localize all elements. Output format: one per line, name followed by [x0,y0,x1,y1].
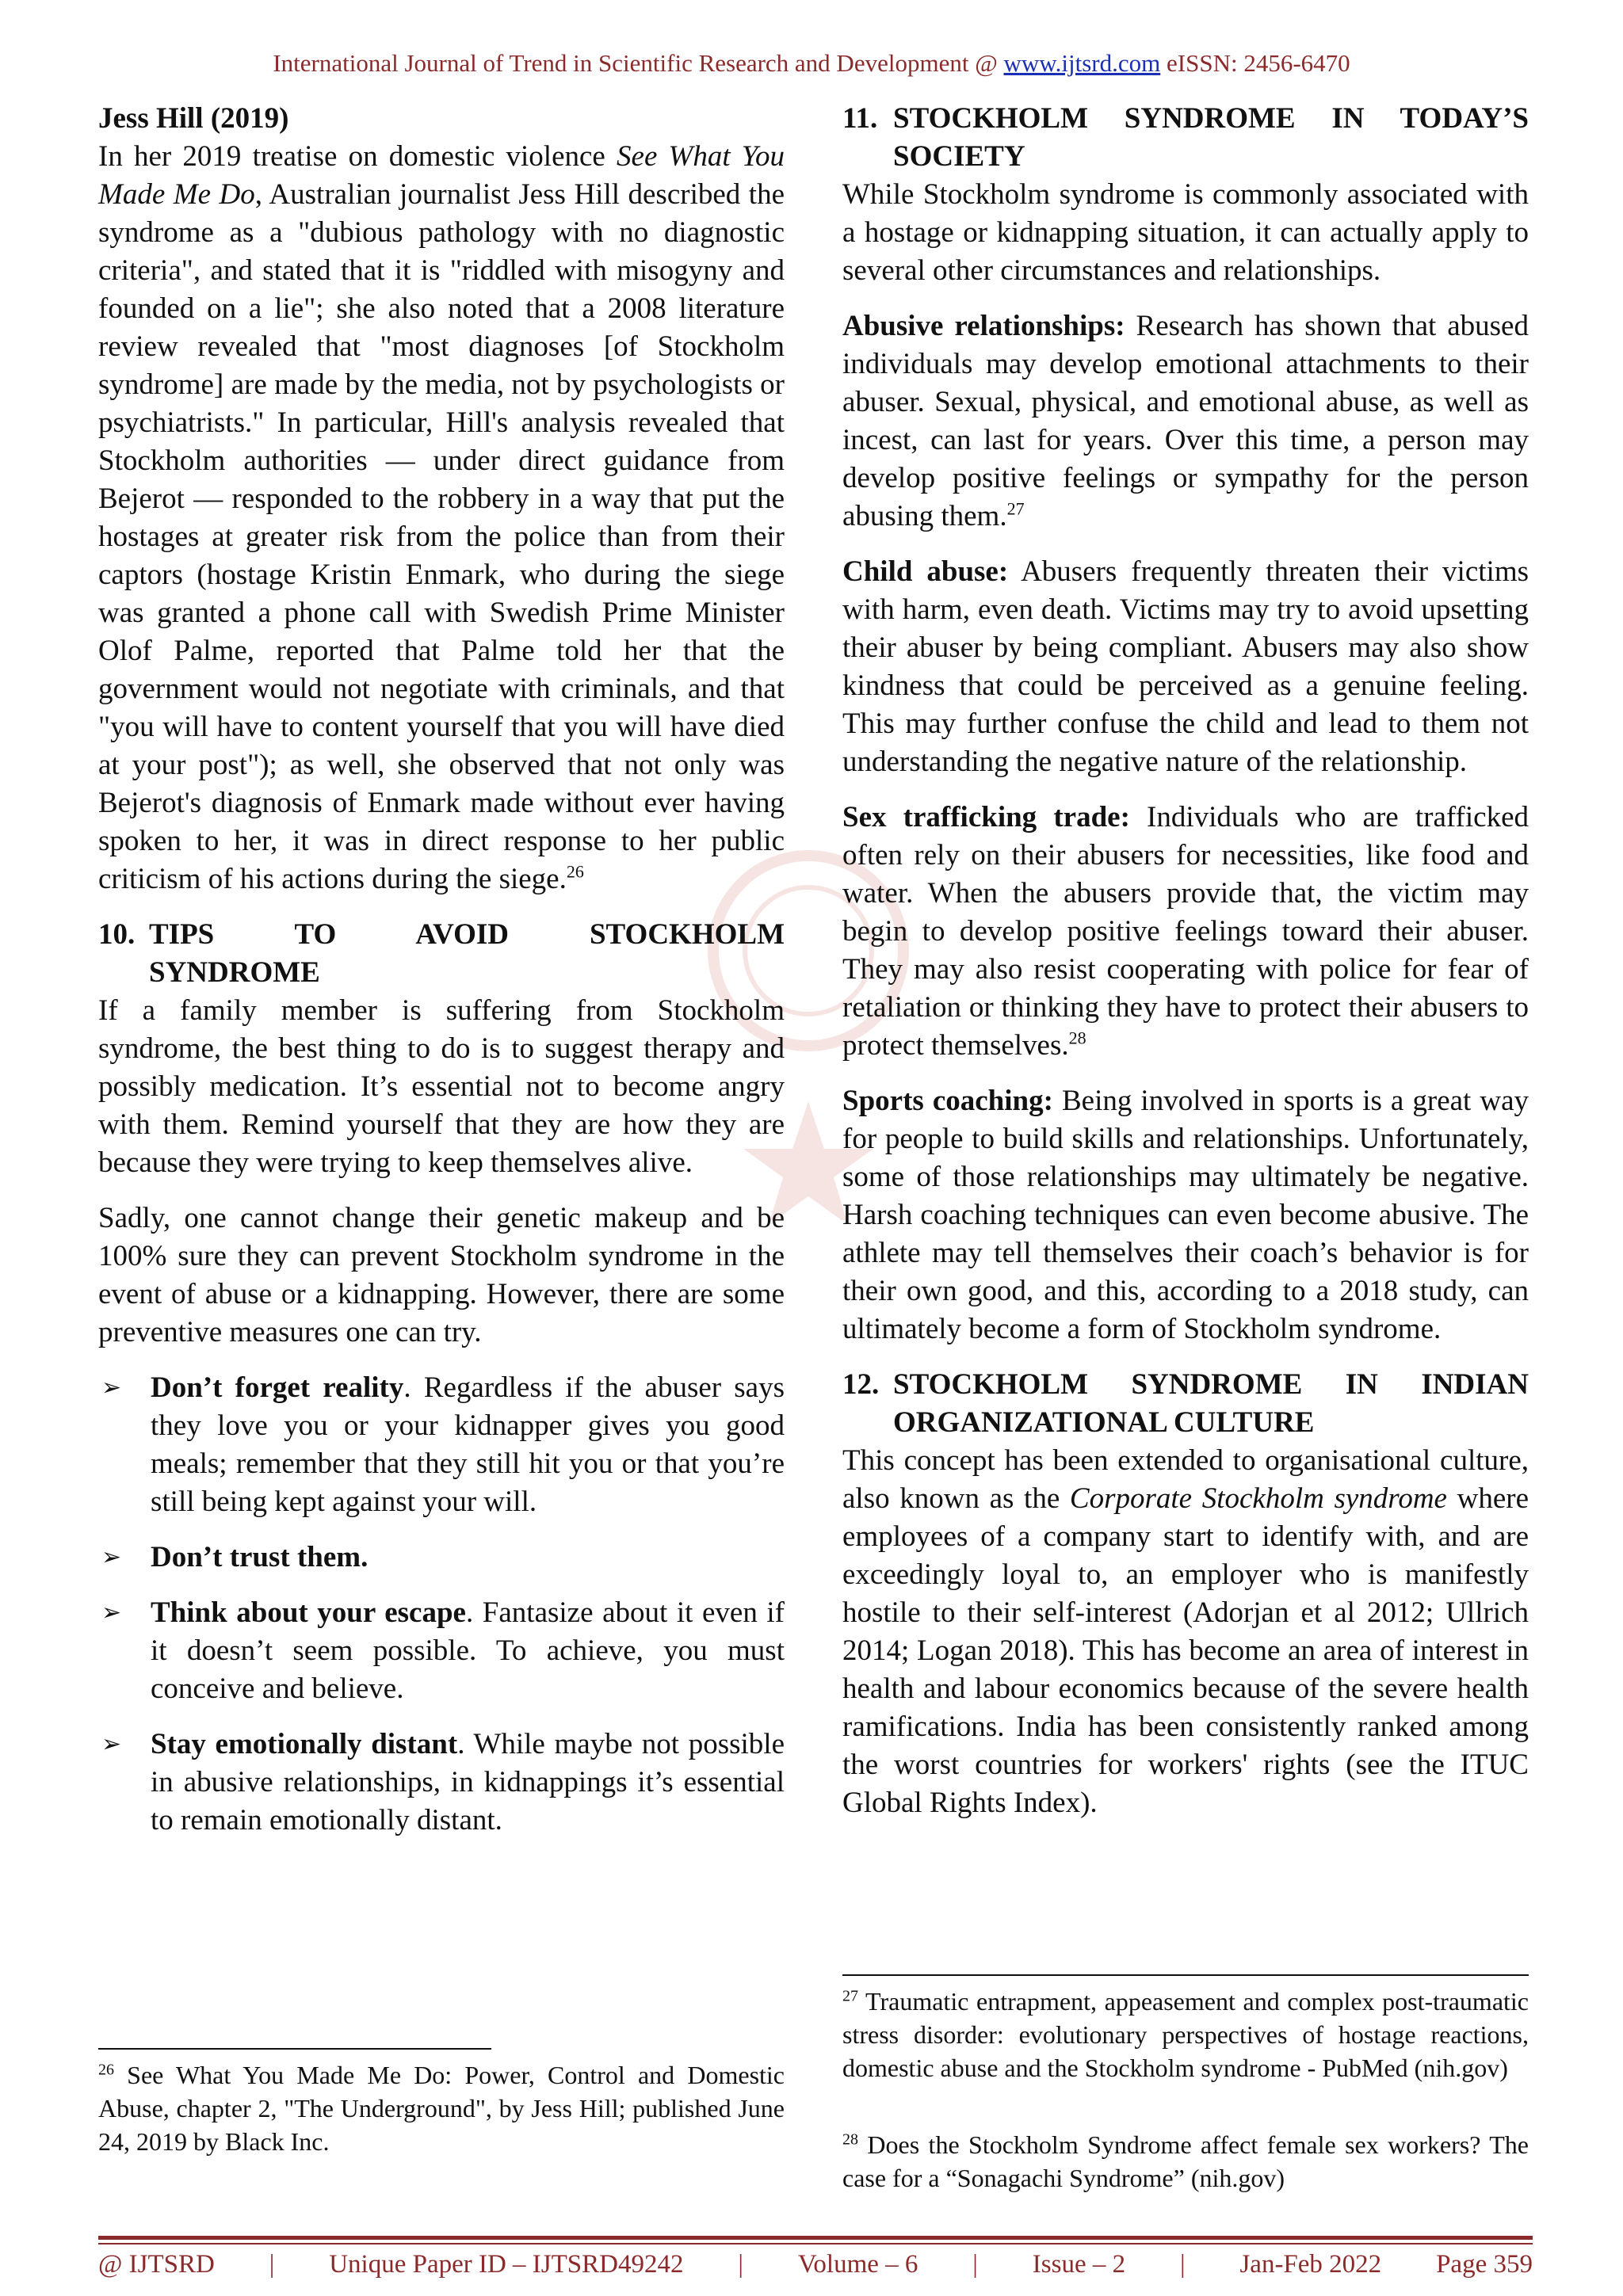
paragraph-child-abuse: Child abuse: Abusers frequently threaten their victims with harm, even death. Victims may try to avoid upsetting their abuser by being compliant. Abusers may also show kindness that could be perceived as a genuine feeling. This may further confuse the child and lead to them not understanding the negative nature of the relationship. [842,555,1529,778]
section-heading-12: 12. STOCKHOLM SYNDROME IN INDIAN ORGANIZATIONAL CULTURE [842,1368,1529,1439]
footer-paper-id: Unique Paper ID – IJTSRD49242 [329,2250,684,2279]
arrow-bullet-icon: ➢ [101,1730,122,1758]
list-item: ➢ Stay emotionally distant. While maybe not possible in abusive relationships, in kidnappings it’s essential to remain emotionally distant. [98,1726,785,1840]
footnote-26: $^{26}$ See What You Made Me Do: Power, Control and Domestic Abuse, chapter 2, "The Underground", by Jess Hill; published June 24, 2019 by Black Inc. [98,2061,785,2156]
paragraph-abusive-relationships: Abusive relationships: Research has shown that abused individuals may develop emotional attachments to their abuser. Sexual, physical, and emotional abuse, as well as incest, can last for years. Over this time, a person may develop positive feelings or sympathy for the person abusing them.$^{27}$ [842,310,1529,532]
left-column [98,100,785,1857]
paragraph-genetic-makeup: Sadly, one cannot change their genetic makeup and be 100% sure they can prevent Stockholm syndrome in the event of abuse or a kidnapping. However, there are some preventive measures one can try. [98,1202,785,1348]
footer-rule [98,2236,1533,2240]
footnote-ref-28[interactable]: 28 [1068,1028,1086,1048]
paragraph-intro: While Stockholm syndrome is commonly associated with a hostage or kidnapping situation, it can actually apply to several other circumstances and relationships. [842,178,1529,287]
footnote-divider [98,2048,491,2050]
list-item: ➢ Don’t forget reality. Regardless if the abuser says they love you or your kidnapper gives you good meals; remember that they still hit you or that you’re still being kept against your will. [98,1369,785,1521]
footer-brand: @ IJTSRD [98,2250,215,2279]
paragraph-jess-hill: In her 2019 treatise on domestic violence See What You Made Me Do, Australian journalist Jess Hill described the syndrome as a "dubious pathology with no diagnostic criteria", and stated that it is "riddled with misogyny and founded on a lie"; she also noted that a 2008 literature review revealed that "most diagnoses [of Stockholm syndrome] are made by the media, not by psychologists or psychiatrists." In particular, Hill's analysis revealed that Stockholm authorities — under direct guidance from Bejerot — responded to the robbery in a way that put the hostages at greater risk from the police than from their captors (hostage Kristin Enmark, who during the siege was granted a phone call with Swedish Prime Minister Olof Palme, reported that Palme told her that the government would not negotiate with criminals, and that "you will have to content yourself that you will have died at your post"); as well, she observed that not only was Bejerot's diagnosis of Enmark made without ever having spoken to her, it was in direct response to her public criticism of his actions during the siege.$^{26}$ [98,140,785,895]
paragraph-family-member: If a family member is suffering from Stockholm syndrome, the best thing to do is to suggest therapy and possibly medication. It’s essential not to become angry with them. Remind yourself that they are how they are because they were trying to keep themselves alive. [98,994,785,1179]
section-heading-10: 10. TIPS TO AVOID STOCKHOLM SYNDROME [98,918,785,989]
page-number: Page 359 [1436,2250,1533,2279]
running-footer [98,2250,1533,2279]
footnote-divider [842,1974,1529,1976]
section-heading-11: 11. STOCKHOLM SYNDROME IN TODAY’S SOCIETY [842,102,1529,173]
footer-issue: Issue – 2 [1032,2250,1126,2279]
footer-separator: | [738,2250,743,2279]
footer-rule [98,2243,1533,2245]
footer-date: Jan-Feb 2022 [1239,2250,1382,2279]
book-title: See What You Made Me Do [98,140,785,211]
arrow-bullet-icon: ➢ [101,1543,122,1571]
journal-url-link[interactable]: www.ijtsrd.com [1003,49,1161,77]
running-header [0,49,1623,78]
paragraph-sex-trafficking: Sex trafficking trade: Individuals who are trafficked often rely on their abusers for necessities, like food and water. When the abusers provide that, the victim may begin to develop positive feelings toward their abuser. They may also resist cooperating with police for fear of retaliation or thinking they have to protect their abusers to protect themselves.$^{28}$ [842,801,1529,1062]
list-item: ➢ Think about your escape. Fantasize about it even if it doesn’t seem possible. To achieve, you must conceive and believe. [98,1594,785,1708]
right-column [842,100,1529,1840]
paragraph-organizational-culture: This concept has been extended to organisational culture, also known as the Corporate Stockholm syndrome where employees of a company start to identify with, and are exceedingly loyal to, an employer who is manifestly hostile to their self-interest (Adorjan et al 2012; Ullrich 2014; Logan 2018). This has become an area of interest in health and labour economics because of the severe health ramifications. India has been consistently ranked among the worst countries for workers' rights (see the ITUC Global Rights Index). [842,1444,1529,1819]
footer-separator: | [269,2250,275,2279]
footer-separator: | [972,2250,978,2279]
section-subheading-jess-hill: Jess Hill (2019) [98,102,289,135]
footnote-27: $^{27}$ Traumatic entrapment, appeasement and complex post-traumatic stress disorder: evolutionary perspectives of hostage reactions, domestic abuse and the Stockholm syndrome - PubMed (nih.gov) [842,1987,1529,2082]
list-item: ➢ Don’t trust them. [98,1539,785,1577]
journal-name: International Journal of Trend in Scientific Research and Development @ [273,49,1004,77]
issn: eISSN: 2456-6470 [1160,49,1350,77]
arrow-bullet-icon: ➢ [101,1599,122,1627]
footnote-ref-27[interactable]: 27 [1006,498,1025,519]
footer-separator: | [1179,2250,1186,2279]
footnote-28: $^{28}$ Does the Stockholm Syndrome affect female sex workers? The case for a “Sonagachi Syndrome” (nih.gov) [842,2130,1529,2192]
arrow-bullet-icon: ➢ [101,1374,122,1402]
footer-volume: Volume – 6 [797,2250,918,2279]
footnote-ref-26[interactable]: 26 [566,861,584,882]
paragraph-sports-coaching: Sports coaching: Being involved in sports is a great way for people to build skills and relationships. Unfortunately, some of those relationships may ultimately be negative. Harsh coaching techniques can even become abusive. The athlete may tell themselves their coach’s behavior is for their own good, and this, according to a 2018 study, can ultimately become a form of Stockholm syndrome. [842,1085,1529,1345]
